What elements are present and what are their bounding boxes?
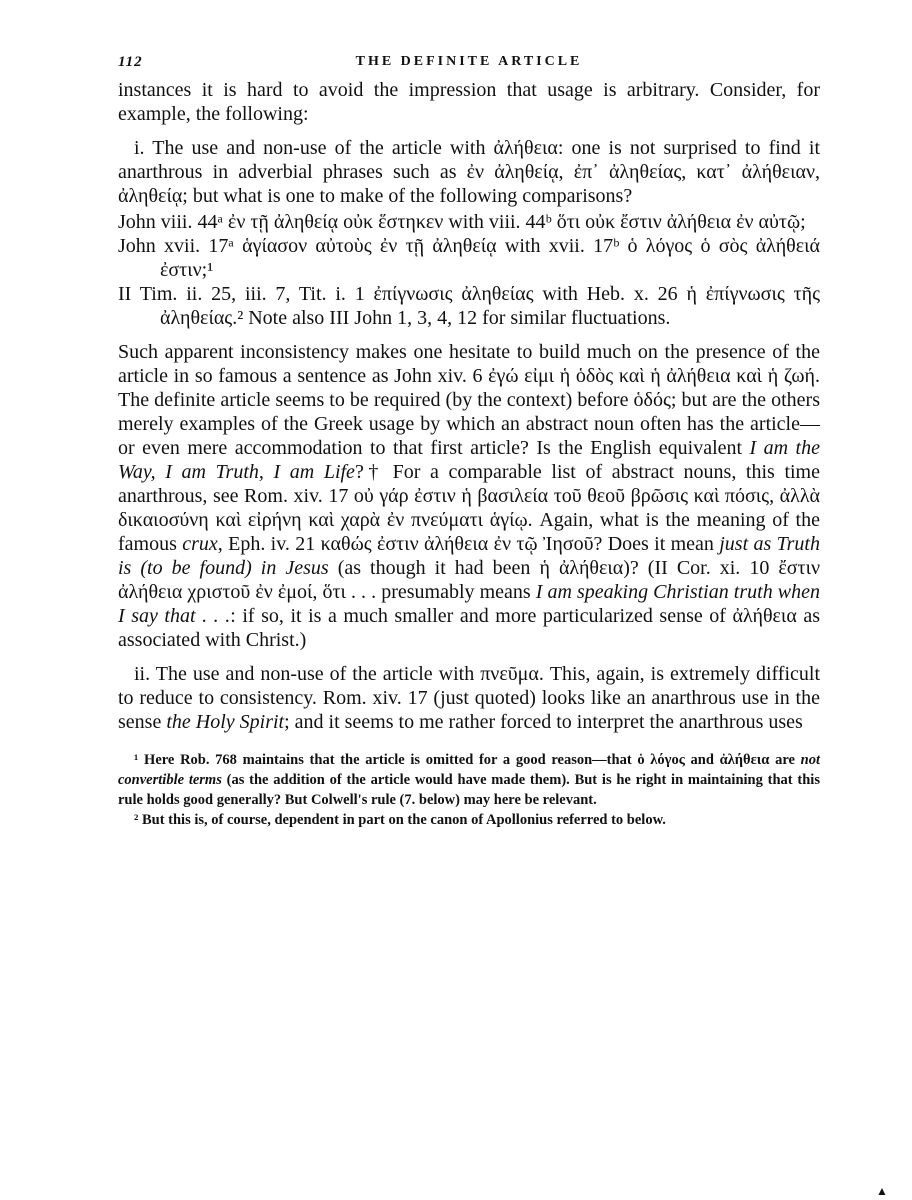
- comparison-item: John xvii. 17ᵃ ἁγίασον αὐτοὺς ἐν τῇ ἀληθείᾳ with xvii. 17ᵇ ὁ λόγος ὁ σὸς ἀλήθειά ἐστιν;¹: [118, 235, 820, 281]
- text-run: ¹ Here Rob. 768 maintains that the article is omitted for a good reason—that ὁ λόγος and ἀλήθεια are: [134, 752, 801, 768]
- text-run: ; and it seems to me rather forced to interpret the anarthrous uses: [284, 711, 803, 733]
- text-run: Such apparent inconsistency makes one hesitate to build much on the presence of the article in so famous a sentence as John xiv. 6 ἐγώ εἰμι ἡ ὁδὸς καὶ ἡ ἀλήθεια καὶ ἡ ζωή. The definite article seems to be required (by the context) before ὁδός; but are the others merely examples of the Greek usage by which an abstract noun often has the article—or even mere accommodation to that first article? Is the English equivalent: [118, 341, 820, 459]
- page-number: 112: [118, 54, 143, 70]
- footnotes: [118, 750, 820, 830]
- text-run: : if so, it is a much smaller and more particularized sense of ἀλήθεια as associated with Christ.): [118, 605, 821, 651]
- text-run: , Eph. iv. 21 καθώς ἐστιν ἀλήθεια ἐν τῷ Ἰησοῦ? Does it mean: [217, 533, 720, 555]
- comparison-list: [118, 210, 820, 330]
- italic-run: I am speaking Christian truth when I say that . . .: [118, 581, 820, 627]
- italic-run: just as Truth is (to be found) in Jesus: [118, 533, 820, 579]
- footnote-1: [118, 750, 820, 810]
- text-run: ?† For a comparable list of abstract nouns, this time anarthrous, see Rom. xiv. 17 οὐ γάρ ἐστιν ἡ βασιλεία τοῦ θεοῦ βρῶσις καὶ πόσις, ἀλλὰ δικαιοσύνη καὶ εἰρήνη καὶ χαρὰ ἐν πνεύματι ἁγίῳ. Again, what is the meaning of the famous: [118, 461, 820, 555]
- paragraph: [118, 662, 820, 734]
- paragraph: instances it is hard to avoid the impression that usage is arbitrary. Consider, for example, the following:: [118, 79, 820, 125]
- page-header: [118, 48, 820, 74]
- running-title: THE DEFINITE ARTICLE: [355, 54, 583, 69]
- comparison-item: II Tim. ii. 25, iii. 7, Tit. i. 1 ἐπίγνωσις ἀληθείας with Heb. x. 26 ἡ ἐπίγνωσις τῆς ἀληθείας.² Note also III John 1, 3, 4, 12 for similar fluctuations.: [118, 283, 820, 329]
- italic-run: I am the Way, I am Truth, I am Life: [118, 437, 820, 483]
- italic-run: crux: [182, 533, 218, 555]
- page-content: [118, 48, 820, 830]
- text-run: ii. The use and non-use of the article with πνεῦμα. This, again, is extremely difficult to reduce to consistency. Rom. xiv. 17 (just quoted) looks like an anarthrous use in the sense: [118, 663, 820, 733]
- paragraph: i. The use and non-use of the article with ἀλήθεια: one is not surprised to find it anarthrous in adverbial phrases such as ἐν ἀληθείᾳ, ἐπ᾽ ἀληθείας, κατ᾽ ἀλήθειαν, ἀληθείᾳ; but what is one to make of the following comparisons?: [118, 137, 820, 207]
- text-run: (as the addition of the article would have made them). But is he right in maintaining that this rule holds good generally? But Colwell's rule (7. below) may here be relevant.: [118, 772, 820, 808]
- comparison-item: John viii. 44ᵃ ἐν τῇ ἀληθείᾳ οὐκ ἕστηκεν with viii. 44ᵇ ὅτι οὐκ ἔστιν ἀλήθεια ἐν αὐτῷ;: [118, 211, 806, 233]
- text-run: (as though it had been ἡ ἀλήθεια)? (II Cor. xi. 10 ἔστιν ἀλήθεια χριστοῦ ἐν ἐμοί, ὅτι . . . presumably means: [118, 557, 820, 603]
- italic-run: not convertible terms: [118, 752, 820, 788]
- italic-run: the Holy Spirit: [166, 711, 285, 733]
- corner-mark-icon: ▲: [876, 1184, 888, 1198]
- body-text: [118, 78, 820, 734]
- paragraph: [118, 340, 820, 652]
- footnote-2: ² But this is, of course, dependent in part on the canon of Apollonius referred to below.: [134, 812, 666, 828]
